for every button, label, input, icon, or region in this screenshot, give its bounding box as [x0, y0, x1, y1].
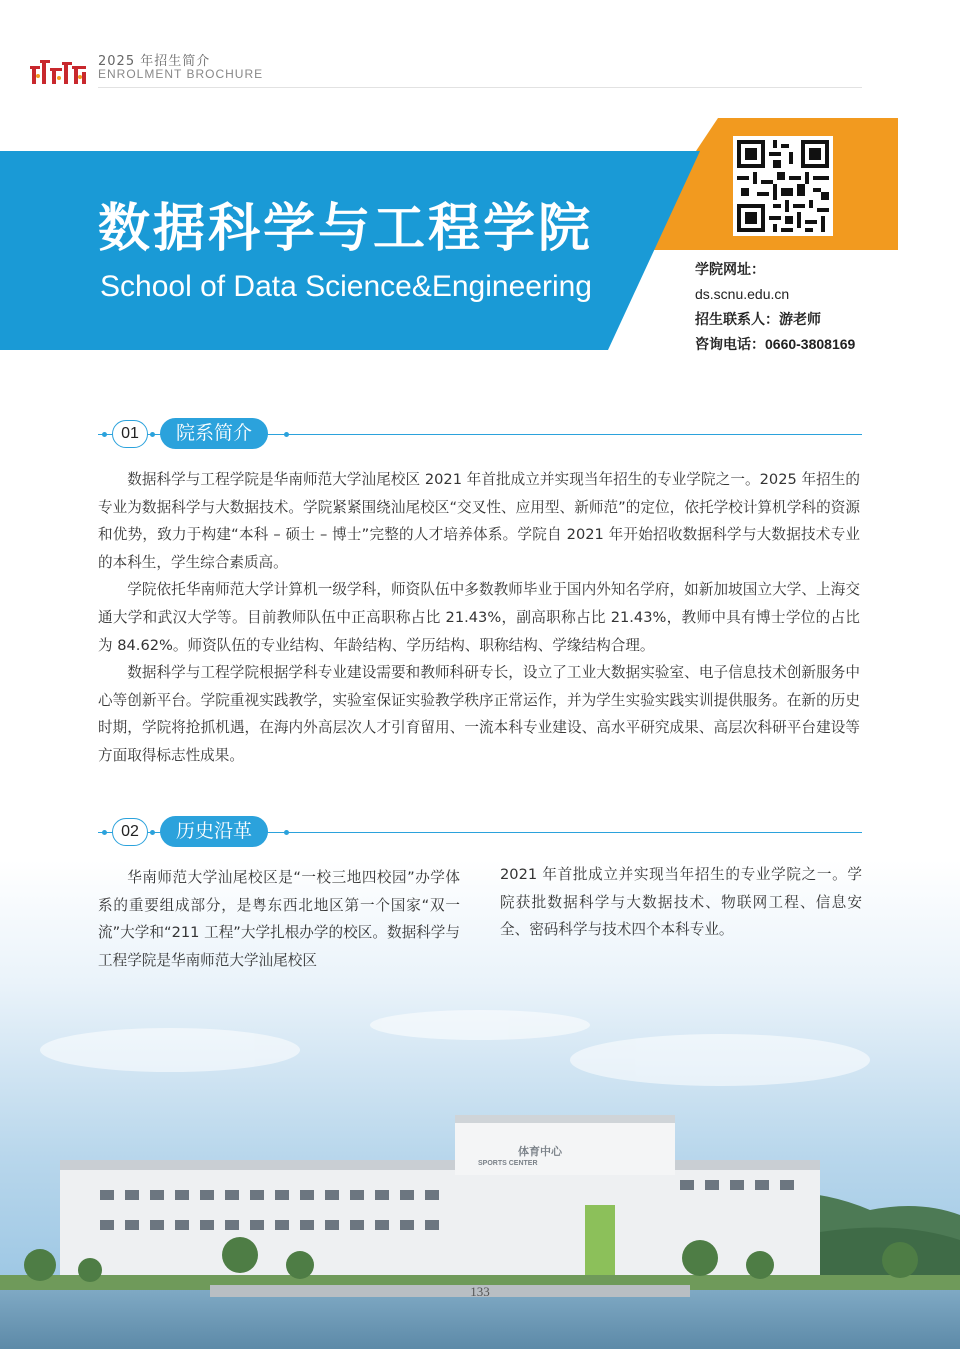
intro-paragraph: 数据科学与工程学院是华南师范大学汕尾校区 2021 年首批成立并实现当年招生的专业学院之一。2025 年招生的专业为数据科学与大数据技术。学院紧紧围绕汕尾校区“交叉性、应用型、新师范”的定位，依托学校计算机学科的资源和优势，致力于构建“本科 – 硕士 – 博士”完整的人才培养体系。学院自 2021 年开始招收数据科学与大数据技术专业的本科生，学生综合素质高。 — [98, 471, 860, 571]
section-number: 02 — [112, 818, 148, 846]
building-sign-en: SPORTS CENTER — [478, 1160, 538, 1167]
contact-info — [695, 257, 855, 357]
qr-code-icon[interactable] — [733, 136, 833, 236]
school-title-en: School of Data Science&Engineering — [100, 270, 592, 303]
section-title: 院系简介 — [160, 418, 268, 449]
rule-dot-icon — [150, 830, 155, 835]
brochure-title-cn: 2025 年招生简介 — [98, 54, 211, 69]
intro-paragraph: 学院依托华南师范大学计算机一级学科，师资队伍中多数教师毕业于国内外知名学府，如新加坡国立大学、上海交通大学和武汉大学等。目前教师队伍中正高职称占比 21.43%，副高职称占比 21.43%，教师中具有博士学位的占比为 84.62%。师资队伍的专业结构、年龄结构、学历结构、职称结构、学缘结构合理。 — [98, 581, 860, 654]
section-heading-history — [98, 815, 862, 849]
school-title-cn: 数据科学与工程学院 — [98, 198, 594, 259]
contact-person: 招生联系人：游老师 — [695, 311, 821, 327]
section-heading-intro — [98, 417, 862, 451]
rule-dot-icon — [102, 432, 107, 437]
website-label: 学院网址： — [695, 261, 765, 277]
intro-text — [98, 466, 860, 770]
rule-dot-icon — [284, 830, 289, 835]
rule-dot-icon — [150, 432, 155, 437]
history-text-right: 2021 年首批成立并实现当年招生的专业学院之一。学院获批数据科学与大数据技术、物联网工程、信息安全、密码科学与技术四个本科专业。 — [500, 866, 862, 939]
brochure-title-en: ENROLMENT BROCHURE — [98, 67, 264, 81]
section-number: 01 — [112, 420, 148, 448]
history-text-left — [98, 864, 460, 974]
website-link[interactable]: ds.scnu.edu.cn — [695, 286, 790, 302]
page-number: 133 — [470, 1284, 490, 1299]
intro-paragraph: 数据科学与工程学院根据学科专业建设需要和教师科研专长，设立了工业大数据实验室、电子信息技术创新服务中心等创新平台。学院重视实践教学，实验室保证实验教学秩序正常运作，并为学生实验实践实训提供服务。在新的历史时期，学院将抢抓机遇，在海内外高层次人才引育留用、一流本科专业建设、高水平研究成果、高层次科研平台建设等方面取得标志性成果。 — [98, 664, 860, 764]
rule-dot-icon — [102, 830, 107, 835]
building-sign-cn: 体育中心 — [518, 1145, 562, 1158]
history-paragraph-left: 华南师范大学汕尾校区是“一校三地四校园”办学体系的重要组成部分，是粤东西北地区第一个国家“双一流”大学和“211 工程”大学扎根办学的校区。数据科学与工程学院是华南师范大学汕尾校区 — [98, 869, 460, 969]
phone-number: 咨询电话：0660-3808169 — [695, 336, 856, 352]
rule-dot-icon — [284, 432, 289, 437]
section-title: 历史沿革 — [160, 816, 268, 847]
